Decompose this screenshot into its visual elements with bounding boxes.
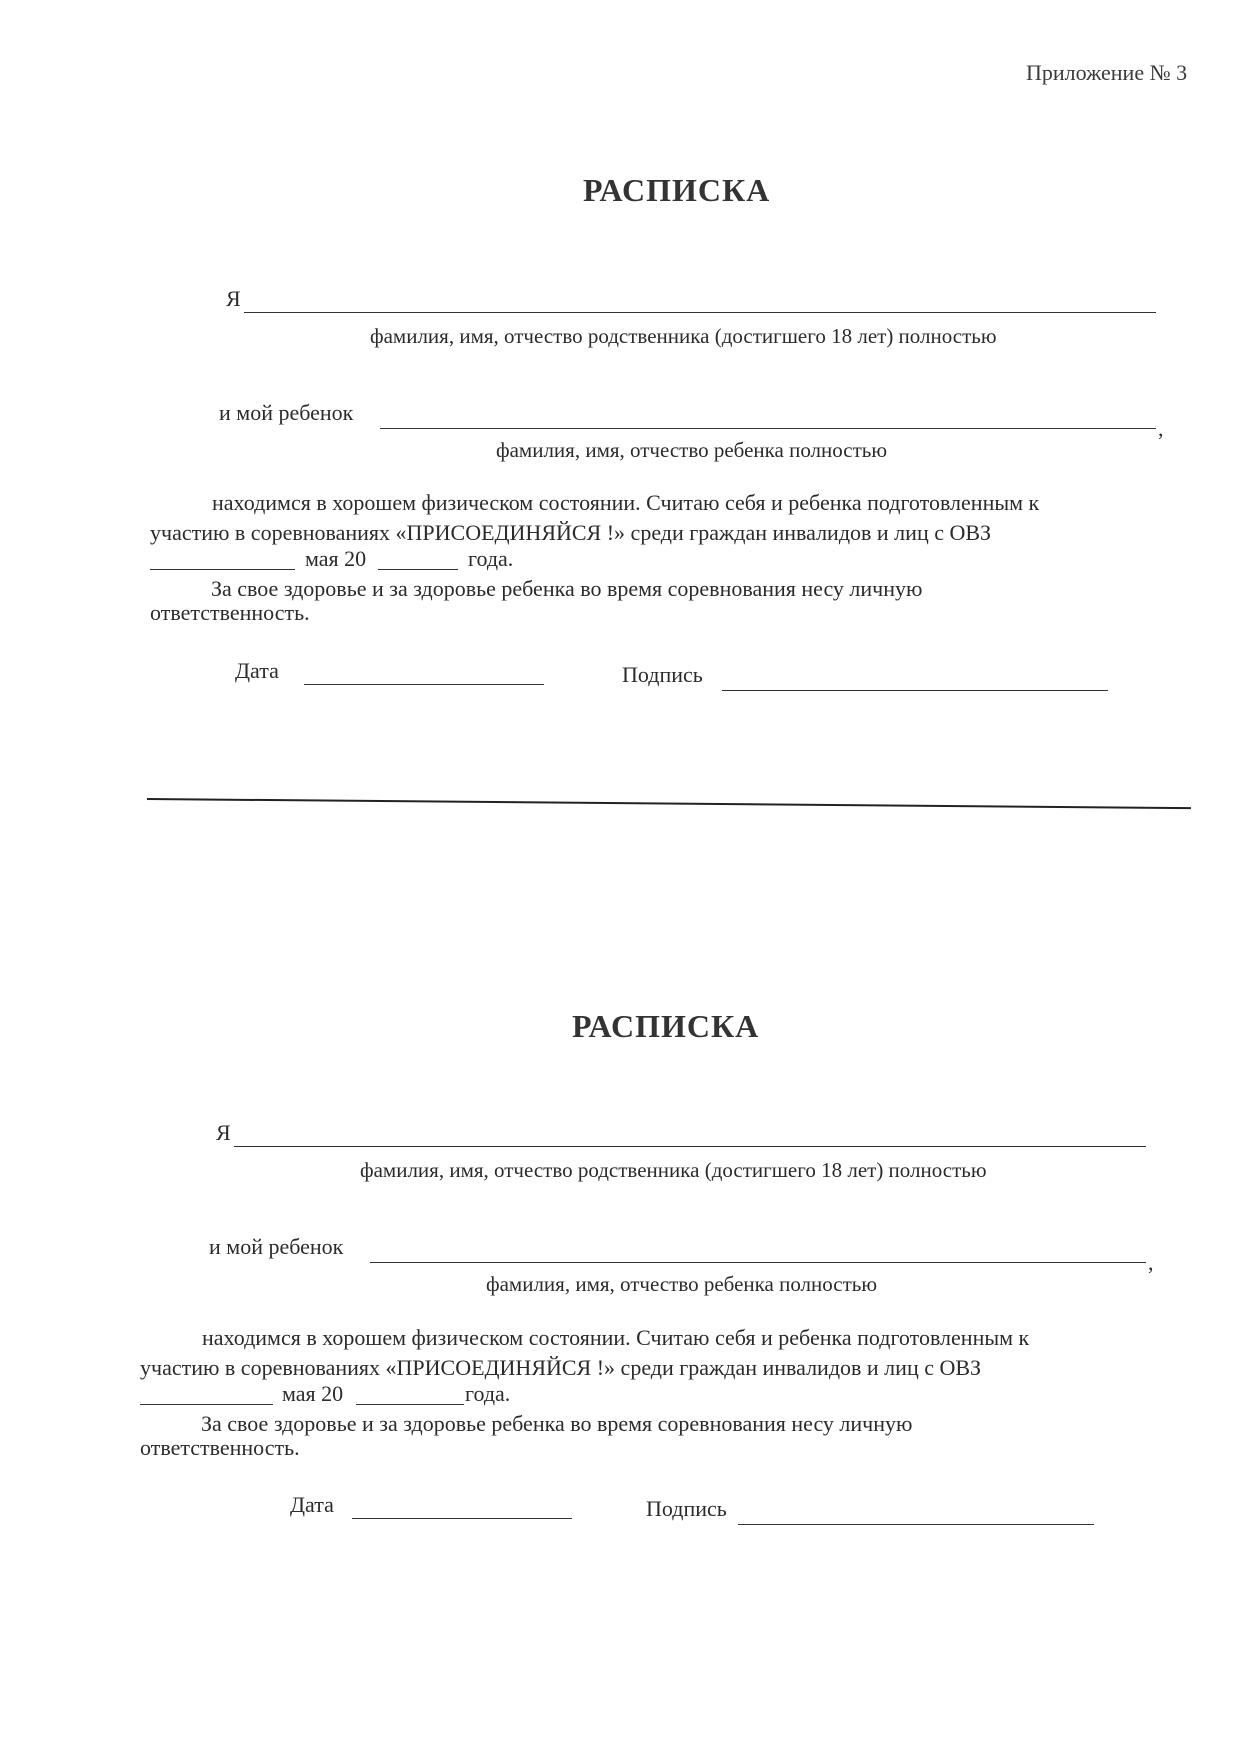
competition-year-field[interactable] [378,569,458,570]
date-year: года. [468,546,514,571]
responsibility-line-1: За свое здоровье и за здоровье ребенка во время соревнования несу личную [201,1411,913,1436]
child-label: и мой ребенок [219,400,354,425]
signature-field[interactable] [722,690,1108,691]
appendix-label: Приложение № 3 [1026,60,1188,85]
parent-name-field[interactable] [244,312,1156,313]
date-month: мая 20 [305,546,367,571]
body-line-1: находимся в хорошем физическом состоянии. Считаю себя и ребенка подготовленным к [212,490,1040,515]
i-label: Я [216,1120,231,1145]
body-line-2: участию в соревнованиях «ПРИСОЕДИНЯЙСЯ !» среди граждан инвалидов и лиц с ОВЗ [140,1355,982,1380]
child-comma: , [1158,416,1164,441]
i-label: Я [226,286,241,311]
parent-name-hint: фамилия, имя, отчество родственника (достигшего 18 лет) полностью [370,324,997,348]
child-label: и мой ребенок [209,1234,344,1259]
date-label: Дата [290,1492,334,1517]
responsibility-line-2: ответственность. [150,600,310,625]
cut-line-divider [147,798,1191,809]
competition-day-field[interactable] [140,1404,273,1405]
body-line-1: находимся в хорошем физическом состоянии. Считаю себя и ребенка подготовленным к [202,1325,1030,1350]
receipt-title: РАСПИСКА [572,1008,760,1044]
date-field[interactable] [352,1518,572,1519]
competition-year-field[interactable] [356,1404,464,1405]
body-line-2: участию в соревнованиях «ПРИСОЕДИНЯЙСЯ !» среди граждан инвалидов и лиц с ОВЗ [150,520,992,545]
date-year: года. [465,1381,511,1406]
signature-label: Подпись [646,1496,727,1521]
receipt-title: РАСПИСКА [583,172,771,208]
responsibility-line-1: За свое здоровье и за здоровье ребенка во время соревнования несу личную [211,576,923,601]
signature-label: Подпись [622,662,703,687]
competition-day-field[interactable] [150,569,295,570]
child-name-field[interactable] [380,428,1156,429]
parent-name-hint: фамилия, имя, отчество родственника (достигшего 18 лет) полностью [360,1158,987,1182]
child-comma: , [1148,1250,1154,1275]
child-name-hint: фамилия, имя, отчество ребенка полностью [496,438,888,462]
date-month: мая 20 [282,1381,344,1406]
signature-field[interactable] [738,1524,1094,1525]
child-name-hint: фамилия, имя, отчество ребенка полностью [486,1272,878,1296]
child-name-field[interactable] [370,1262,1146,1263]
parent-name-field[interactable] [234,1146,1146,1147]
date-field[interactable] [304,684,544,685]
date-label: Дата [235,658,279,683]
responsibility-line-2: ответственность. [140,1435,300,1460]
